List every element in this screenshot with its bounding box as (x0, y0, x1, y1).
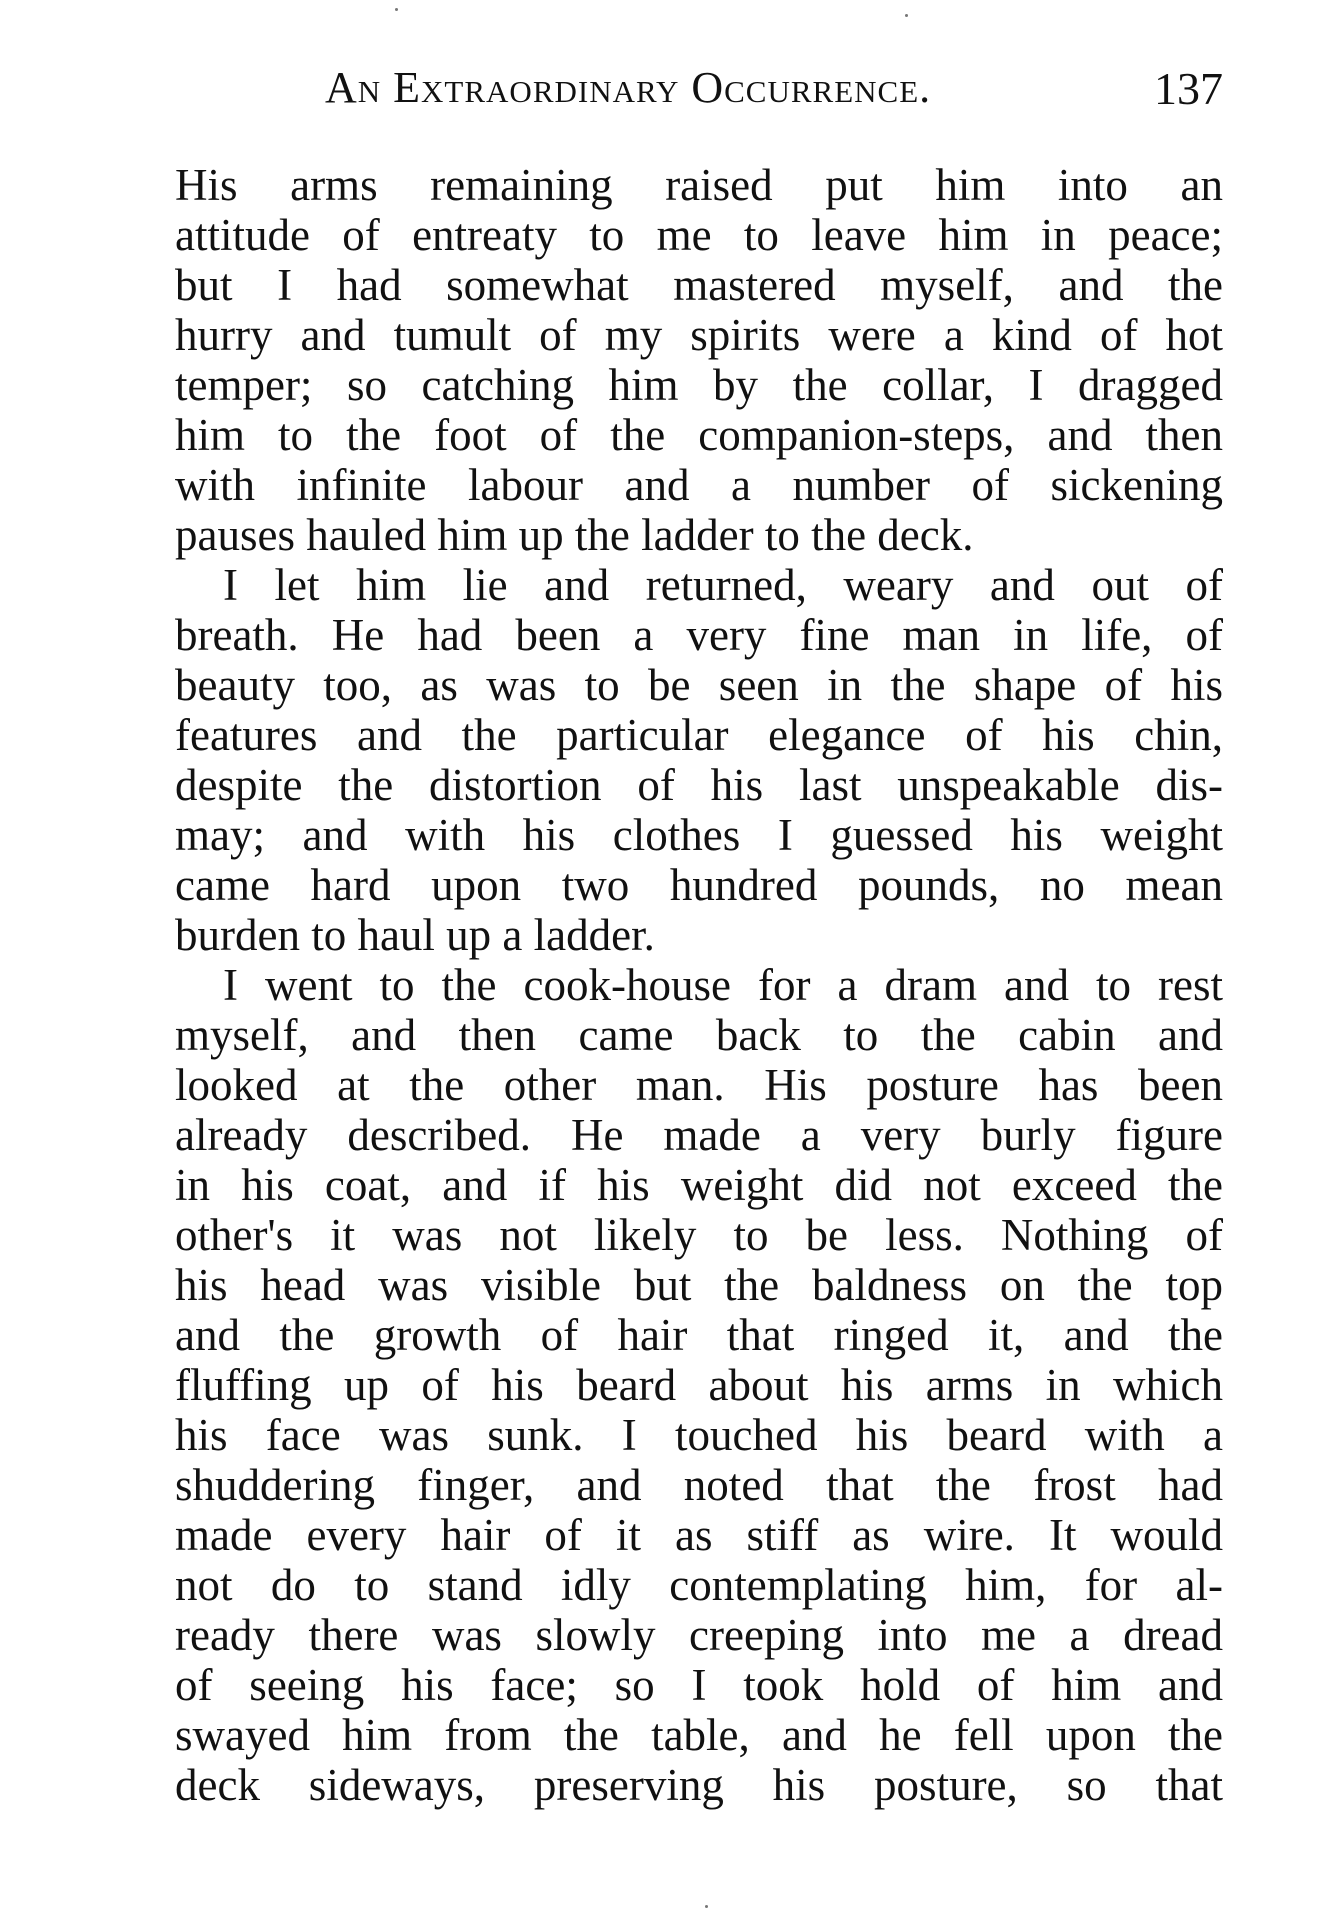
text-line: ready there was slowly creeping into me a dread (175, 1610, 1223, 1660)
text-line: with infinite labour and a number of sickening (175, 460, 1223, 510)
text-line: features and the particular elegance of his chin, (175, 710, 1223, 760)
paper-speck (395, 8, 398, 11)
text-line: already described. He made a very burly figure (175, 1110, 1223, 1160)
running-title: An Extraordinary Occurrence. (325, 63, 932, 112)
body-text (175, 160, 1223, 1810)
text-line: looked at the other man. His posture has been (175, 1060, 1223, 1110)
text-line: hurry and tumult of my spirits were a kind of hot (175, 310, 1223, 360)
text-line: in his coat, and if his weight did not exceed the (175, 1160, 1223, 1210)
text-line: temper; so catching him by the collar, I dragged (175, 360, 1223, 410)
paragraph-end-line: burden to haul up a ladder. (175, 910, 655, 960)
paragraph-end-line: pauses hauled him up the ladder to the deck. (175, 510, 974, 560)
text-line: made every hair of it as stiff as wire. It would (175, 1510, 1223, 1560)
text-line: swayed him from the table, and he fell upon the (175, 1710, 1223, 1760)
paper-speck (705, 1905, 708, 1908)
text-line: his head was visible but the baldness on the top (175, 1260, 1223, 1310)
page-number: 137 (1154, 63, 1223, 114)
text-line: fluffing up of his beard about his arms in which (175, 1360, 1223, 1410)
text-line: and the growth of hair that ringed it, and the (175, 1310, 1223, 1360)
text-line: other's it was not likely to be less. Nothing of (175, 1210, 1223, 1260)
running-head (175, 62, 1223, 122)
text-line: beauty too, as was to be seen in the shape of his (175, 660, 1223, 710)
text-line: shuddering finger, and noted that the frost had (175, 1460, 1223, 1510)
text-line: may; and with his clothes I guessed his weight (175, 810, 1223, 860)
text-line: but I had somewhat mastered myself, and the (175, 260, 1223, 310)
paper-speck (905, 14, 908, 17)
text-line: him to the foot of the companion-steps, and then (175, 410, 1223, 460)
text-line: his face was sunk. I touched his beard with a (175, 1410, 1223, 1460)
text-line: despite the distortion of his last unspeakable dis- (175, 760, 1223, 810)
text-line: came hard upon two hundred pounds, no mean (175, 860, 1223, 910)
text-line: breath. He had been a very fine man in life, of (175, 610, 1223, 660)
text-line: deck sideways, preserving his posture, so that (175, 1760, 1223, 1810)
paragraph-start-line: I went to the cook-house for a dram and to rest (223, 960, 1223, 1010)
text-line: not do to stand idly contemplating him, for al- (175, 1560, 1223, 1610)
text-line: His arms remaining raised put him into an (175, 160, 1223, 210)
paragraph-start-line: I let him lie and returned, weary and out of (223, 560, 1223, 610)
text-line: attitude of entreaty to me to leave him in peace; (175, 210, 1223, 260)
text-line: of seeing his face; so I took hold of him and (175, 1660, 1223, 1710)
text-line: myself, and then came back to the cabin and (175, 1010, 1223, 1060)
